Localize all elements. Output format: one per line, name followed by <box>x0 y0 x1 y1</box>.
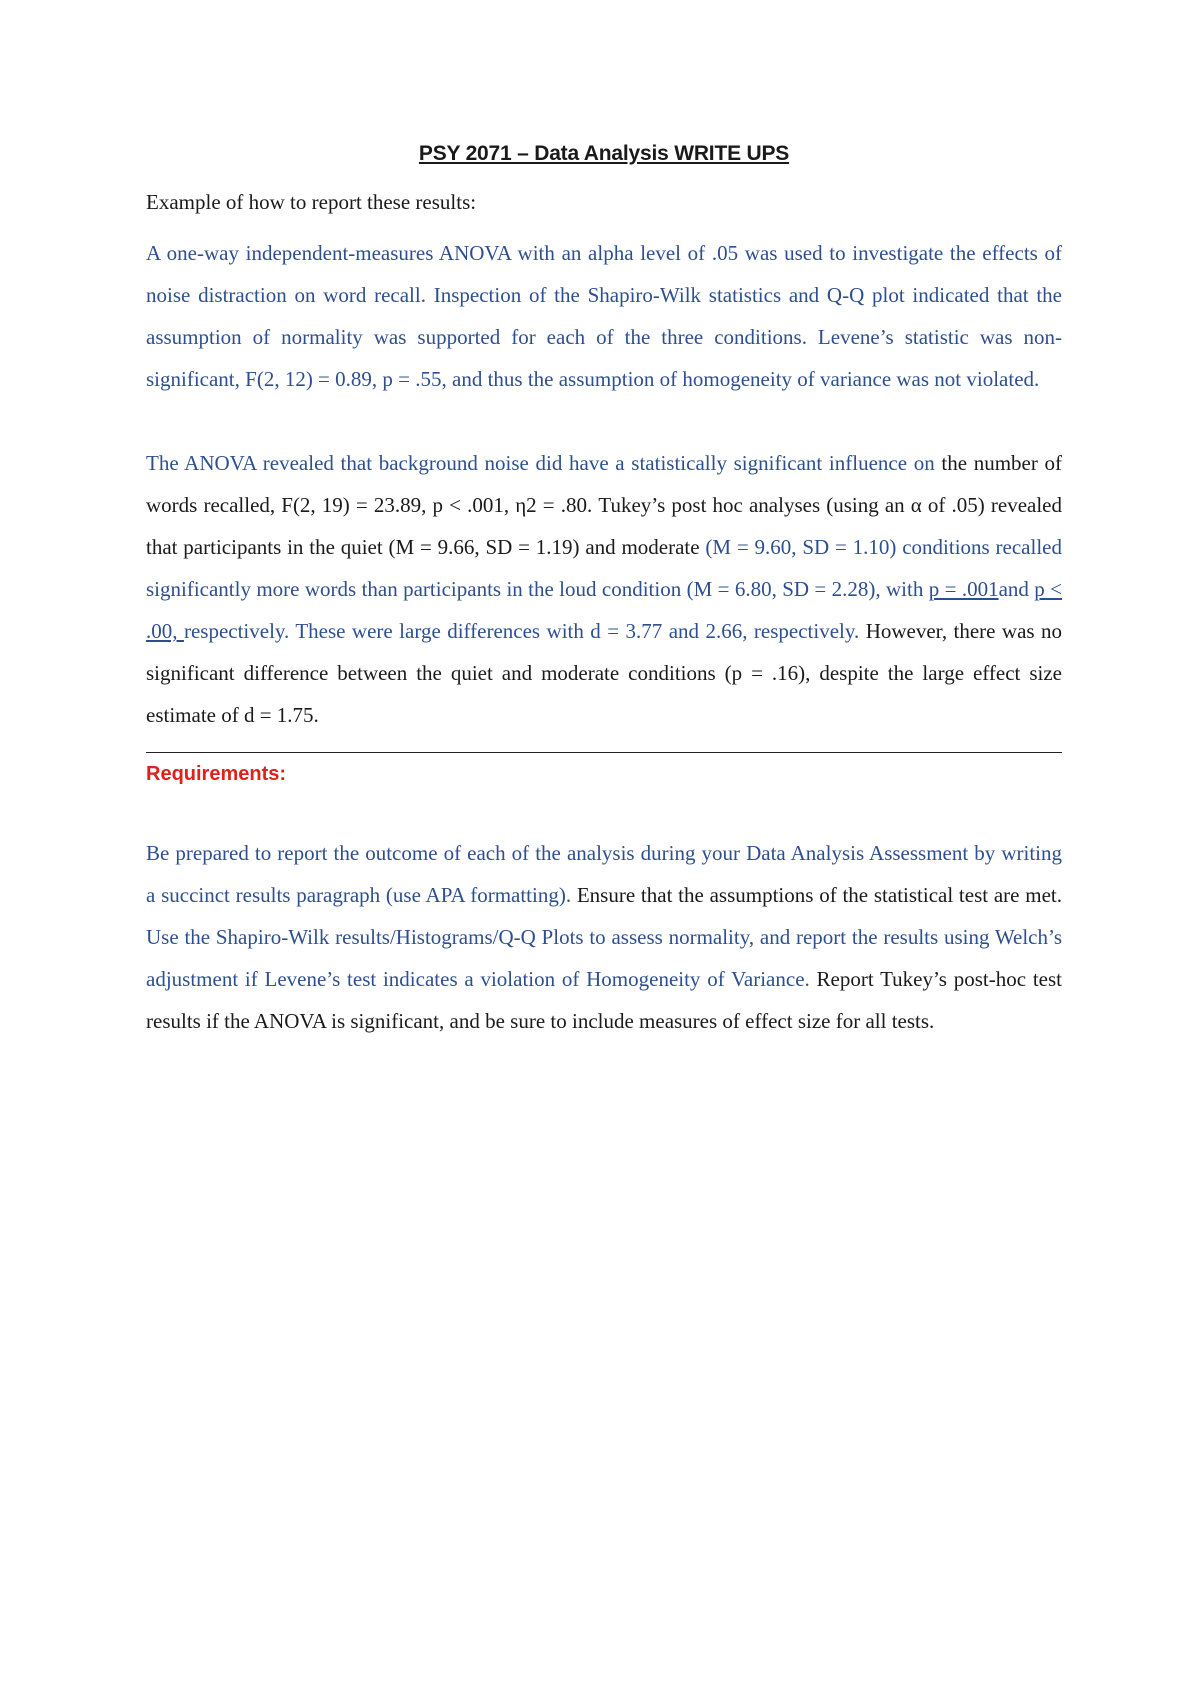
requirements-heading: Requirements: <box>146 763 287 785</box>
paragraph-assumptions: A one-way independent-measures ANOVA with an alpha level of .05 was used to investigate the effects of noise distraction on word recall. Inspection of the Shapiro-Wilk statistics and Q-Q plot indicated that the assumption of normality was supported for each of the three conditions. Levene’s statistic was non-significant, F(2, 12) = 0.89, p = .55, and thus the assumption of homogeneity of variance was not violated. <box>146 241 1062 391</box>
anova-text-1: The ANOVA revealed that background noise did have a statistically significant influence on <box>146 451 942 475</box>
intro-line: Example of how to report these results: <box>146 190 477 214</box>
page-title: PSY 2071 – Data Analysis WRITE UPS <box>418 142 790 165</box>
document-body <box>146 142 1062 1042</box>
anova-text-5: respectively. These were large differences with d = 3.77 and 2.66, respectively. <box>183 619 866 643</box>
requirements-text-4: Report Tukey’s post-hoc test results if the ANOVA is significant, and be sure to include measures of effect size for all tests. <box>146 967 1062 1033</box>
p-value-underlined-2: p < .00, <box>146 577 1062 643</box>
requirements-text-3: Use the Shapiro-Wilk results/Histograms/Q-Q Plots to assess normality, and report the results using Welch’s adjustment if Levene’s test indicates a violation of Homogeneity of Variance. <box>146 925 1062 991</box>
paragraph-anova-results <box>146 442 1062 736</box>
paragraph-requirements <box>146 832 1062 1042</box>
anova-text-6: However, there was no significant difference between the quiet and moderate conditions (p = .16), despite the large effect size estimate of d = 1.75. <box>146 619 1063 727</box>
requirements-text-1: Be prepared to report the outcome of each of the analysis during your Data Analysis Assessment by writing a succinct results paragraph (use APA formatting). <box>146 841 1062 907</box>
section-divider <box>146 752 1062 753</box>
requirements-text-2: Ensure that the assumptions of the statistical test are met. <box>576 883 1062 907</box>
anova-text-4: and <box>998 577 1035 601</box>
anova-text-3: (M = 9.60, SD = 1.10) conditions recalled significantly more words than participants in the loud condition (M = 6.80, SD = 2.28), with <box>146 535 1062 601</box>
p-value-underlined-1: p = .001 <box>928 577 999 601</box>
paragraph-spacer <box>146 400 1062 442</box>
anova-text-2: the number of words recalled, F(2, 19) = 23.89, p < .001, η2 = .80. Tukey’s post hoc analyses (using an α of .05) revealed that participants in the quiet (M = 9.66, SD = 1.19) and moderate <box>146 451 1063 559</box>
